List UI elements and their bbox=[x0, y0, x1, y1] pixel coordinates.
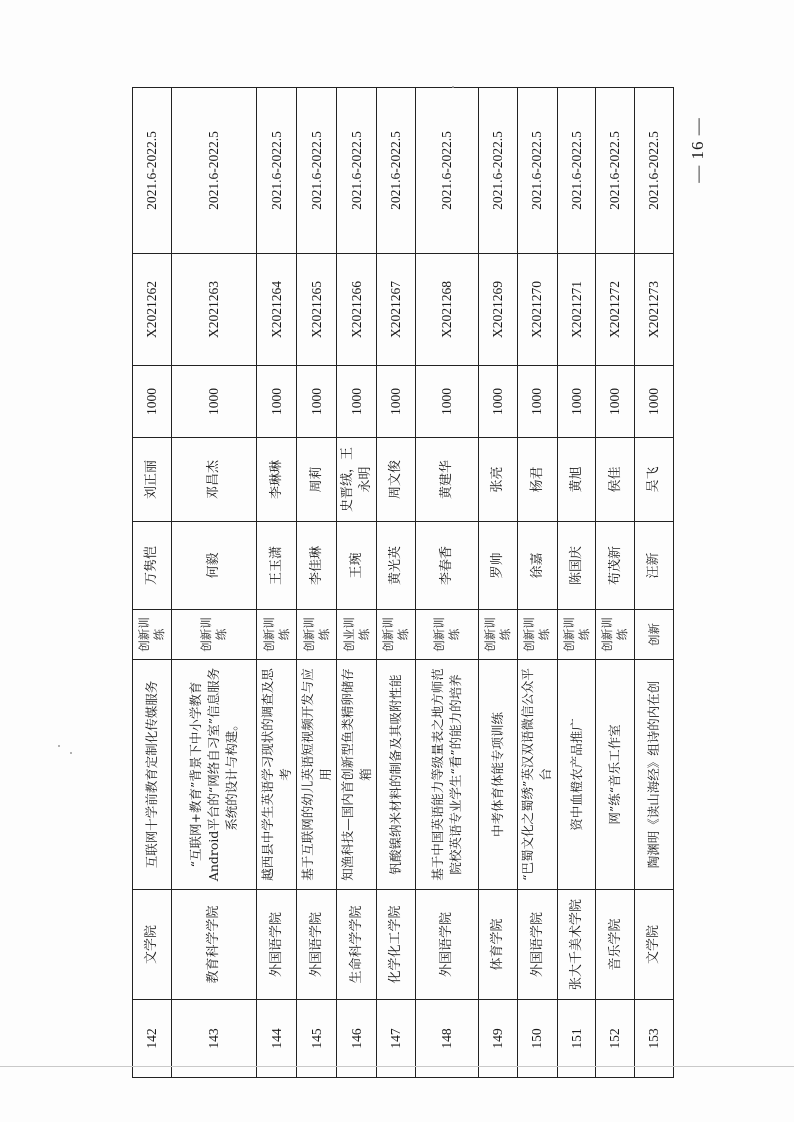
cell-leader: 王琬 bbox=[337, 522, 377, 610]
cell-type: 创新训练 bbox=[377, 610, 416, 660]
cell-leader: 黄光英 bbox=[377, 522, 416, 610]
cell-college: 文学院 bbox=[133, 890, 172, 1000]
cell-leader: 何毅 bbox=[171, 522, 257, 610]
rotated-table-wrapper bbox=[132, 88, 674, 1078]
cell-funding: 1000 bbox=[415, 366, 478, 438]
table-row bbox=[257, 88, 297, 1078]
cell-period: 2021.6-2022.5 bbox=[635, 88, 674, 254]
cell-period: 2021.6-2022.5 bbox=[171, 88, 257, 254]
cell-period: 2021.6-2022.5 bbox=[133, 88, 172, 254]
cell-type: 创新训练 bbox=[596, 610, 635, 660]
cell-number: 142 bbox=[133, 1000, 172, 1078]
cell-period: 2021.6-2022.5 bbox=[257, 88, 297, 254]
cell-project: 陶渊明《读山海经》组诗的内在创 bbox=[635, 660, 674, 890]
cell-college: 教育科学学院 bbox=[171, 890, 257, 1000]
cell-advisor: 侯佳 bbox=[596, 438, 635, 522]
cell-leader: 万隽恺 bbox=[133, 522, 172, 610]
cell-project-code: X2021273 bbox=[635, 254, 674, 366]
page-number bbox=[678, 117, 718, 183]
cell-project: 知渔科技—国内首创新型鱼类精卵储存箱 bbox=[337, 660, 377, 890]
table-row bbox=[171, 88, 257, 1078]
cell-advisor: 黄旭 bbox=[557, 438, 596, 522]
cell-funding: 1000 bbox=[257, 366, 297, 438]
cell-project: 基于互联网的幼儿英语短视频开发与应用 bbox=[297, 660, 337, 890]
table-row bbox=[596, 88, 635, 1078]
cell-college: 体育学院 bbox=[479, 890, 518, 1000]
cell-type: 创业训练 bbox=[337, 610, 377, 660]
cell-advisor: 邓昌杰 bbox=[171, 438, 257, 522]
cell-type: 创新训练 bbox=[479, 610, 518, 660]
cell-period: 2021.6-2022.5 bbox=[596, 88, 635, 254]
cell-number: 143 bbox=[171, 1000, 257, 1078]
cell-number: 152 bbox=[596, 1000, 635, 1078]
cell-advisor: 史晋绒，王永明 bbox=[337, 438, 377, 522]
scan-artifact-line bbox=[0, 1066, 794, 1067]
cell-type: 创新训练 bbox=[171, 610, 257, 660]
cell-leader: 李春香 bbox=[415, 522, 478, 610]
table-row bbox=[337, 88, 377, 1078]
cell-advisor: 黄建华 bbox=[415, 438, 478, 522]
cell-leader: 罗帅 bbox=[479, 522, 518, 610]
cell-funding: 1000 bbox=[557, 366, 596, 438]
cell-funding: 1000 bbox=[479, 366, 518, 438]
cell-project-code: X2021267 bbox=[377, 254, 416, 366]
cell-project-code: X2021262 bbox=[133, 254, 172, 366]
cell-project: 资中血橙农产品推广 bbox=[557, 660, 596, 890]
cell-college: 文学院 bbox=[635, 890, 674, 1000]
cell-advisor: 周文俊 bbox=[377, 438, 416, 522]
cell-funding: 1000 bbox=[171, 366, 257, 438]
table-row bbox=[297, 88, 337, 1078]
cell-advisor: 李琳琳 bbox=[257, 438, 297, 522]
cell-number: 148 bbox=[415, 1000, 478, 1078]
cell-period: 2021.6-2022.5 bbox=[557, 88, 596, 254]
table-row bbox=[133, 88, 172, 1078]
cell-period: 2021.6-2022.5 bbox=[517, 88, 557, 254]
cell-number: 146 bbox=[337, 1000, 377, 1078]
cell-project-code: X2021265 bbox=[297, 254, 337, 366]
cell-project: “互联网+教育”背景下中小学教育Android平台的“网络自习室”信息服务系统的设计与构建。 bbox=[171, 660, 257, 890]
cell-number: 150 bbox=[517, 1000, 557, 1078]
cell-leader: 汪新 bbox=[635, 522, 674, 610]
table-row bbox=[557, 88, 596, 1078]
cell-leader: 王玉潇 bbox=[257, 522, 297, 610]
cell-period: 2021.6-2022.5 bbox=[377, 88, 416, 254]
cell-project: 中考体育体能专项训练 bbox=[479, 660, 518, 890]
cell-project-code: X2021266 bbox=[337, 254, 377, 366]
scan-speck bbox=[58, 745, 60, 747]
cell-college: 外国语学院 bbox=[297, 890, 337, 1000]
cell-college: 外国语学院 bbox=[257, 890, 297, 1000]
cell-type: 创新训练 bbox=[133, 610, 172, 660]
cell-funding: 1000 bbox=[133, 366, 172, 438]
cell-advisor: 周莉 bbox=[297, 438, 337, 522]
cell-project-code: X2021271 bbox=[557, 254, 596, 366]
cell-type: 创新 bbox=[635, 610, 674, 660]
cell-project: 钒酸镍纳米材料的制备及其吸附性能 bbox=[377, 660, 416, 890]
cell-number: 149 bbox=[479, 1000, 518, 1078]
cell-college: 张大千美术学院 bbox=[557, 890, 596, 1000]
cell-type: 创新训练 bbox=[517, 610, 557, 660]
cell-leader: 陈国庆 bbox=[557, 522, 596, 610]
cell-advisor: 刘正丽 bbox=[133, 438, 172, 522]
cell-leader: 苟茂新 bbox=[596, 522, 635, 610]
cell-funding: 1000 bbox=[337, 366, 377, 438]
cell-project: 基于中国英语能力等级量表之地方师范院校英语专业学生“看”的能力的培养 bbox=[415, 660, 478, 890]
cell-type: 创新训练 bbox=[257, 610, 297, 660]
cell-advisor: 吴飞 bbox=[635, 438, 674, 522]
cell-project-code: X2021270 bbox=[517, 254, 557, 366]
cell-college: 化学化工学院 bbox=[377, 890, 416, 1000]
cell-project: 互联网十学前教育定制化传媒服务 bbox=[133, 660, 172, 890]
cell-type: 创新训练 bbox=[557, 610, 596, 660]
cell-advisor: 杨君 bbox=[517, 438, 557, 522]
cell-project-code: X2021269 bbox=[479, 254, 518, 366]
cell-funding: 1000 bbox=[635, 366, 674, 438]
scan-speck bbox=[70, 752, 72, 754]
cell-project-code: X2021268 bbox=[415, 254, 478, 366]
cell-number: 145 bbox=[297, 1000, 337, 1078]
project-table bbox=[132, 87, 674, 1078]
table-row bbox=[479, 88, 518, 1078]
cell-type: 创新训练 bbox=[415, 610, 478, 660]
cell-project: 越西县中学生英语学习现状的调查及思考 bbox=[257, 660, 297, 890]
cell-number: 153 bbox=[635, 1000, 674, 1078]
cell-leader: 徐嘉 bbox=[517, 522, 557, 610]
cell-period: 2021.6-2022.5 bbox=[415, 88, 478, 254]
cell-college: 生命科学学院 bbox=[337, 890, 377, 1000]
cell-leader: 李佳琳 bbox=[297, 522, 337, 610]
cell-college: 音乐学院 bbox=[596, 890, 635, 1000]
table-row bbox=[377, 88, 416, 1078]
table-body bbox=[133, 88, 674, 1078]
cell-project-code: X2021272 bbox=[596, 254, 635, 366]
cell-number: 144 bbox=[257, 1000, 297, 1078]
cell-project-code: X2021264 bbox=[257, 254, 297, 366]
cell-type: 创新训练 bbox=[297, 610, 337, 660]
cell-period: 2021.6-2022.5 bbox=[297, 88, 337, 254]
page-number-text: — 16 — bbox=[688, 117, 707, 183]
cell-funding: 1000 bbox=[596, 366, 635, 438]
cell-funding: 1000 bbox=[517, 366, 557, 438]
cell-number: 147 bbox=[377, 1000, 416, 1078]
table-row bbox=[415, 88, 478, 1078]
cell-period: 2021.6-2022.5 bbox=[337, 88, 377, 254]
cell-period: 2021.6-2022.5 bbox=[479, 88, 518, 254]
table-row bbox=[517, 88, 557, 1078]
cell-project: 网”练“音乐工作室 bbox=[596, 660, 635, 890]
cell-college: 外国语学院 bbox=[415, 890, 478, 1000]
cell-number: 151 bbox=[557, 1000, 596, 1078]
cell-project: “巴蜀文化之蜀绣”英汉双语微信公众平台 bbox=[517, 660, 557, 890]
cell-project-code: X2021263 bbox=[171, 254, 257, 366]
table-row bbox=[635, 88, 674, 1078]
cell-funding: 1000 bbox=[377, 366, 416, 438]
cell-advisor: 张亮 bbox=[479, 438, 518, 522]
cell-funding: 1000 bbox=[297, 366, 337, 438]
scan-speck bbox=[452, 86, 454, 88]
cell-college: 外国语学院 bbox=[517, 890, 557, 1000]
